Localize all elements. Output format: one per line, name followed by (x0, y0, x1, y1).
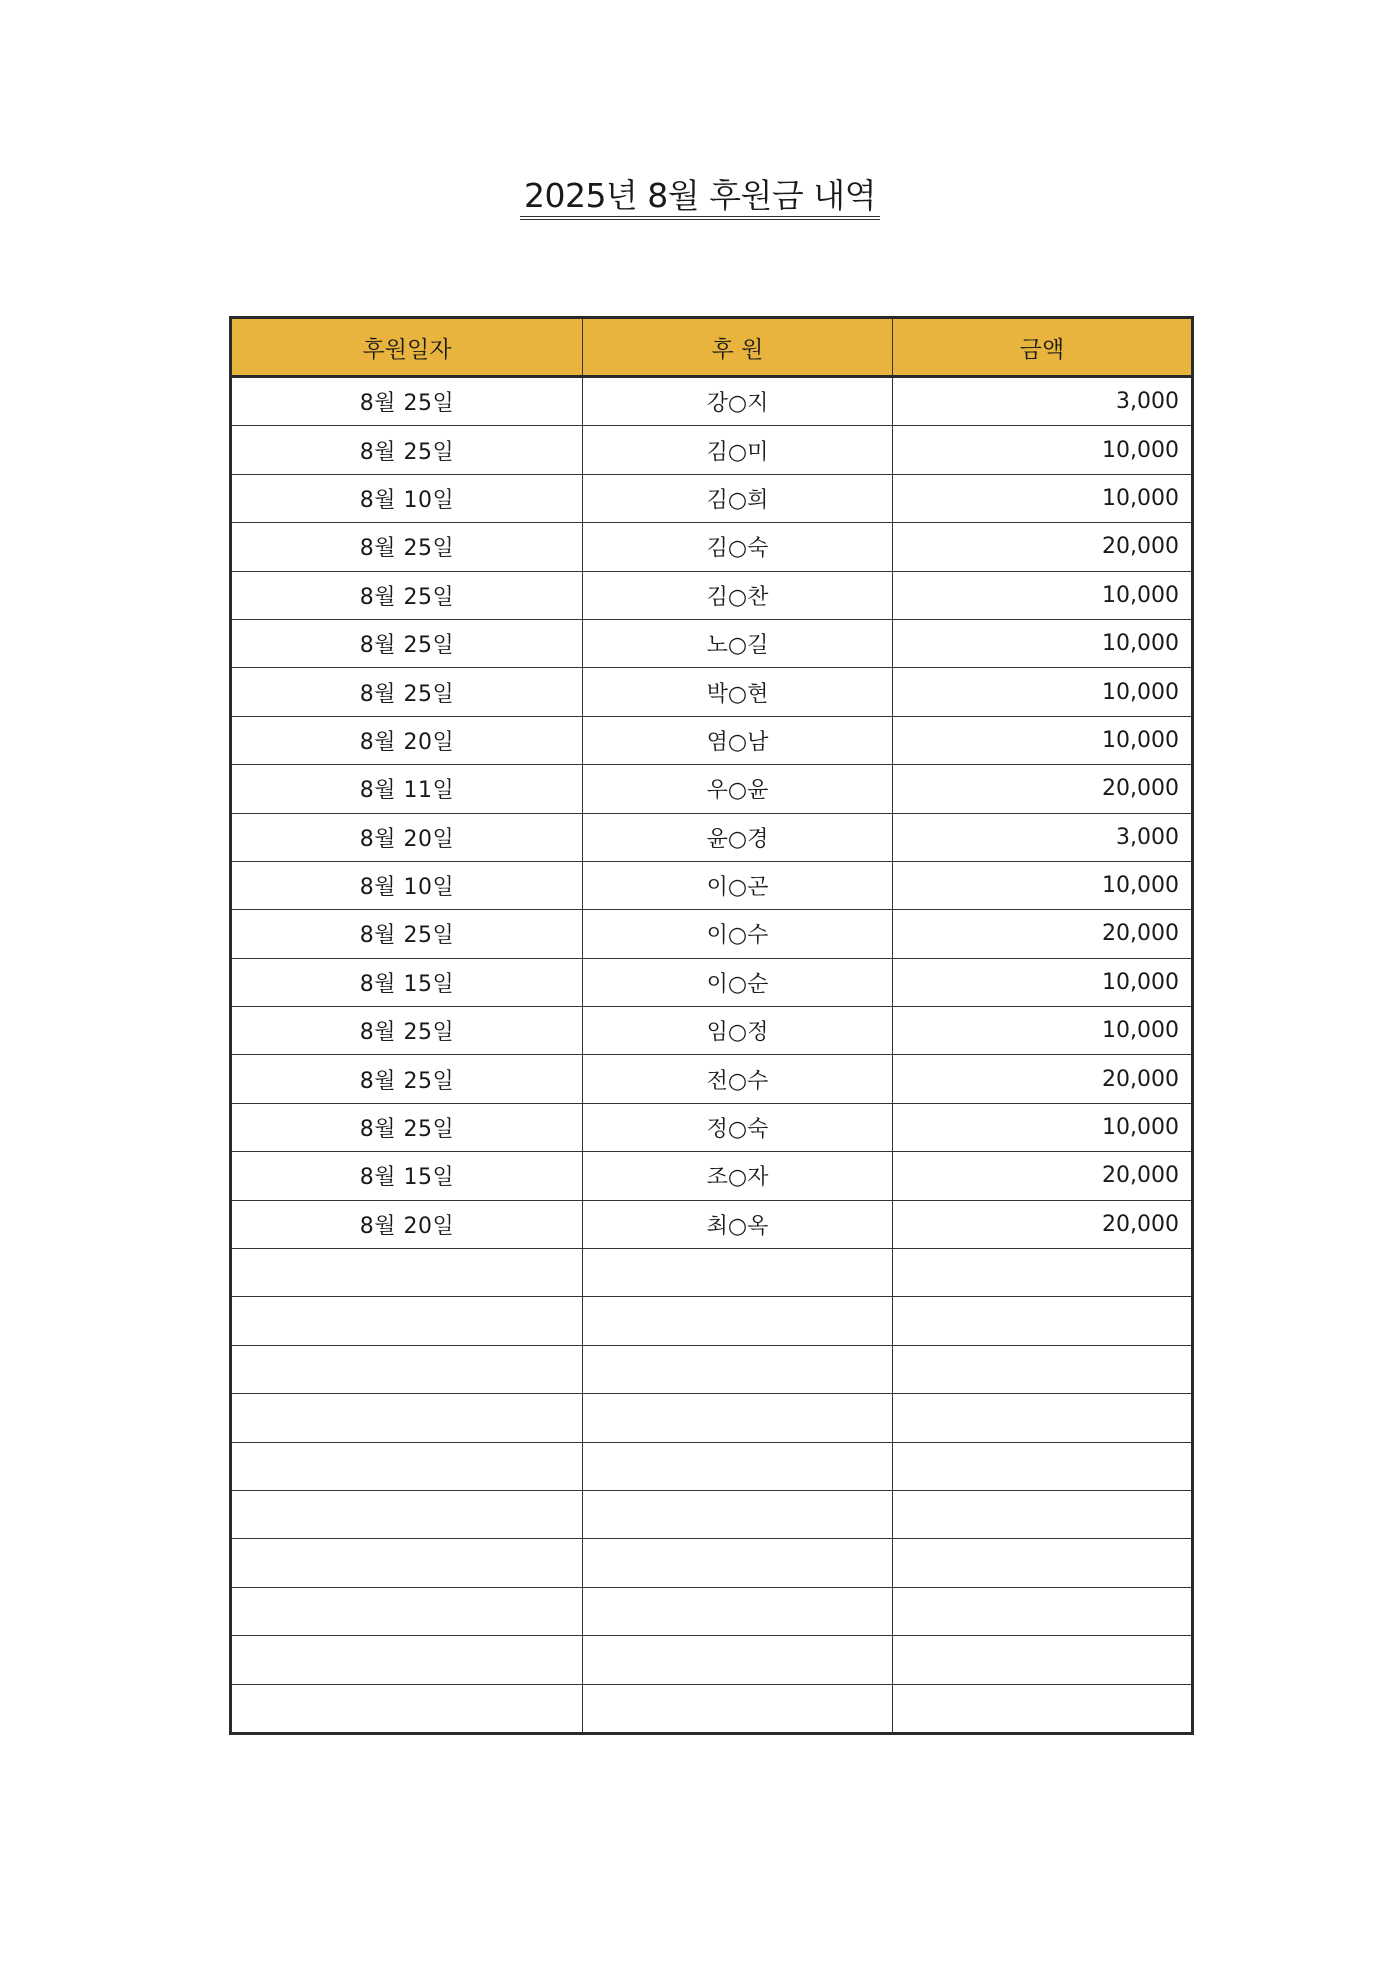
table-row-empty (231, 1394, 1193, 1442)
cell-amount (893, 1297, 1193, 1345)
cell-donor: 이○순 (583, 958, 893, 1006)
table-row (231, 571, 1193, 619)
cell-amount: 10,000 (893, 958, 1193, 1006)
header-donor: 후 원 (583, 318, 893, 377)
cell-donor (583, 1297, 893, 1345)
cell-date (231, 1636, 583, 1684)
cell-date (231, 1684, 583, 1733)
cell-amount: 20,000 (893, 765, 1193, 813)
cell-amount: 3,000 (893, 377, 1193, 426)
cell-amount: 20,000 (893, 1152, 1193, 1200)
cell-amount: 20,000 (893, 1055, 1193, 1103)
cell-amount: 10,000 (893, 1103, 1193, 1151)
table-row-empty (231, 1587, 1193, 1635)
cell-amount: 10,000 (893, 668, 1193, 716)
cell-donor (583, 1587, 893, 1635)
cell-amount (893, 1394, 1193, 1442)
cell-donor: 이○수 (583, 910, 893, 958)
cell-amount: 10,000 (893, 474, 1193, 522)
table-row (231, 426, 1193, 474)
cell-date (231, 1442, 583, 1490)
cell-donor (583, 1394, 893, 1442)
cell-date: 8월 25일 (231, 523, 583, 571)
table-row (231, 861, 1193, 909)
cell-date: 8월 25일 (231, 1007, 583, 1055)
cell-amount (893, 1490, 1193, 1538)
cell-donor (583, 1345, 893, 1393)
cell-donor: 윤○경 (583, 813, 893, 861)
cell-amount: 10,000 (893, 716, 1193, 764)
cell-donor (583, 1442, 893, 1490)
cell-donor: 이○곤 (583, 861, 893, 909)
table-row (231, 1200, 1193, 1248)
cell-date (231, 1249, 583, 1297)
cell-donor (583, 1684, 893, 1733)
table-row-empty (231, 1345, 1193, 1393)
table-row-empty (231, 1442, 1193, 1490)
page-title (0, 172, 1400, 220)
table-row (231, 668, 1193, 716)
cell-amount: 10,000 (893, 619, 1193, 667)
cell-amount (893, 1442, 1193, 1490)
table-row (231, 377, 1193, 426)
cell-donor (583, 1490, 893, 1538)
cell-date: 8월 25일 (231, 619, 583, 667)
cell-donor: 조○자 (583, 1152, 893, 1200)
table-row-empty (231, 1249, 1193, 1297)
cell-date: 8월 25일 (231, 377, 583, 426)
cell-donor: 노○길 (583, 619, 893, 667)
table-row (231, 1103, 1193, 1151)
cell-date: 8월 10일 (231, 861, 583, 909)
cell-amount (893, 1249, 1193, 1297)
cell-donor (583, 1636, 893, 1684)
cell-amount: 3,000 (893, 813, 1193, 861)
header-date: 후원일자 (231, 318, 583, 377)
cell-date (231, 1297, 583, 1345)
cell-donor: 우○윤 (583, 765, 893, 813)
table-row (231, 716, 1193, 764)
cell-date: 8월 20일 (231, 716, 583, 764)
cell-amount (893, 1636, 1193, 1684)
cell-donor: 김○숙 (583, 523, 893, 571)
cell-donor: 박○현 (583, 668, 893, 716)
cell-amount: 20,000 (893, 910, 1193, 958)
table-row-empty (231, 1297, 1193, 1345)
cell-date: 8월 25일 (231, 426, 583, 474)
table-row (231, 958, 1193, 1006)
cell-donor: 정○숙 (583, 1103, 893, 1151)
table-row (231, 523, 1193, 571)
table-row (231, 813, 1193, 861)
table-row-empty (231, 1636, 1193, 1684)
cell-date (231, 1345, 583, 1393)
cell-amount: 10,000 (893, 571, 1193, 619)
cell-date: 8월 20일 (231, 1200, 583, 1248)
table-row (231, 910, 1193, 958)
table-row (231, 1055, 1193, 1103)
cell-date: 8월 20일 (231, 813, 583, 861)
cell-date (231, 1539, 583, 1587)
cell-amount (893, 1587, 1193, 1635)
cell-donor: 김○찬 (583, 571, 893, 619)
cell-amount: 10,000 (893, 426, 1193, 474)
cell-amount: 20,000 (893, 1200, 1193, 1248)
cell-date: 8월 25일 (231, 668, 583, 716)
cell-donor: 전○수 (583, 1055, 893, 1103)
cell-amount (893, 1539, 1193, 1587)
cell-date: 8월 15일 (231, 958, 583, 1006)
cell-donor: 강○지 (583, 377, 893, 426)
table-row (231, 1152, 1193, 1200)
cell-date (231, 1587, 583, 1635)
cell-date: 8월 15일 (231, 1152, 583, 1200)
table-row-empty (231, 1490, 1193, 1538)
cell-amount: 20,000 (893, 523, 1193, 571)
cell-amount (893, 1345, 1193, 1393)
cell-amount: 10,000 (893, 1007, 1193, 1055)
table-header-row (231, 318, 1193, 377)
table-row (231, 765, 1193, 813)
table-row-empty (231, 1539, 1193, 1587)
cell-date: 8월 25일 (231, 571, 583, 619)
cell-donor (583, 1539, 893, 1587)
cell-date: 8월 10일 (231, 474, 583, 522)
table-body (231, 377, 1193, 1734)
donation-table (229, 316, 1194, 1735)
cell-date: 8월 25일 (231, 910, 583, 958)
cell-donor: 염○남 (583, 716, 893, 764)
header-amount: 금액 (893, 318, 1193, 377)
cell-date (231, 1394, 583, 1442)
table-row (231, 1007, 1193, 1055)
cell-donor: 김○희 (583, 474, 893, 522)
table-row (231, 474, 1193, 522)
cell-donor: 최○옥 (583, 1200, 893, 1248)
cell-donor: 임○정 (583, 1007, 893, 1055)
page-title-text: 2025년 8월 후원금 내역 (520, 176, 880, 220)
cell-amount: 10,000 (893, 861, 1193, 909)
cell-date: 8월 25일 (231, 1103, 583, 1151)
cell-donor: 김○미 (583, 426, 893, 474)
table-row (231, 619, 1193, 667)
cell-amount (893, 1684, 1193, 1733)
cell-date (231, 1490, 583, 1538)
table-row-empty (231, 1684, 1193, 1733)
cell-date: 8월 25일 (231, 1055, 583, 1103)
cell-donor (583, 1249, 893, 1297)
cell-date: 8월 11일 (231, 765, 583, 813)
